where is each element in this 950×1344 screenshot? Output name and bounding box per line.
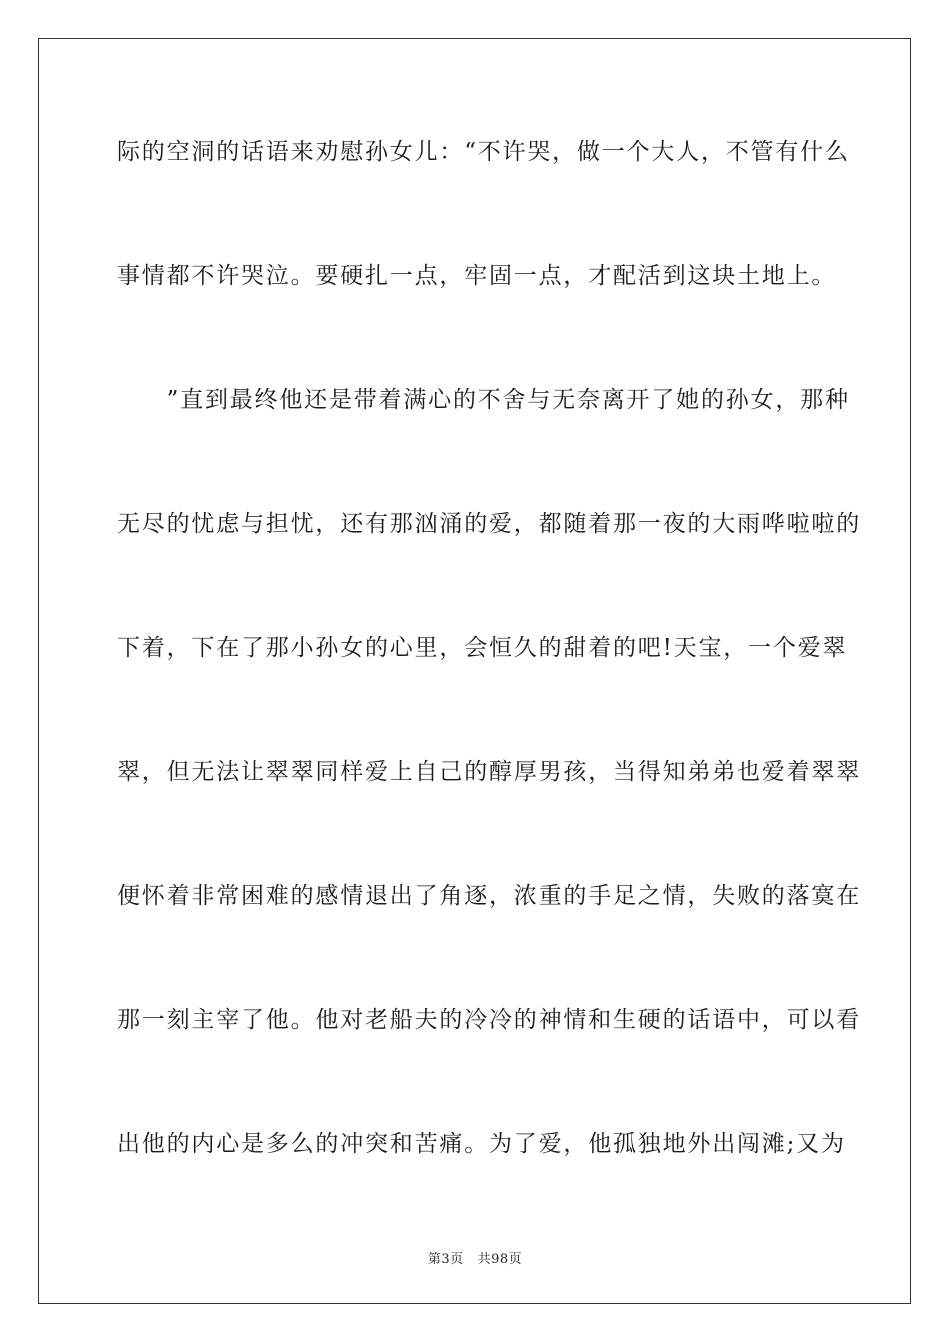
page-border xyxy=(38,38,911,1304)
body-text-line-6: 翠，但无法让翠翠同样爱上自己的醇厚男孩，当得知弟弟也爱着翠翠 xyxy=(117,759,861,785)
body-text-line-4: 无尽的忧虑与担忧，还有那汹涌的爱，都随着那一夜的大雨哗啦啦的 xyxy=(117,511,861,537)
current-page-number: 第3页 xyxy=(427,1252,464,1267)
body-text-line-1: 际的空洞的话语来劝慰孙女儿：“不许哭，做一个大人，不管有什么 xyxy=(117,139,850,165)
body-text-line-5: 下着，下在了那小孙女的心里，会恒久的甜着的吧!天宝，一个爱翠 xyxy=(117,635,848,661)
body-text-line-9: 出他的内心是多么的冲突和苦痛。为了爱，他孤独地外出闯滩;又为 xyxy=(117,1131,846,1157)
body-text-line-2: 事情都不许哭泣。要硬扎一点，牢固一点，才配活到这块土地上。 xyxy=(117,263,837,289)
body-text-line-8: 那一刻主宰了他。他对老船夫的冷冷的神情和生硬的话语中，可以看 xyxy=(117,1007,861,1033)
footer-separator xyxy=(464,1252,478,1267)
page-footer xyxy=(0,1248,950,1267)
body-text-line-7: 便怀着非常困难的感情退出了角逐，浓重的手足之情，失败的落寞在 xyxy=(117,883,861,909)
body-text-line-3: ”直到最终他还是带着满心的不舍与无奈离开了她的孙女，那种 xyxy=(117,387,850,413)
total-page-count: 共98页 xyxy=(477,1252,523,1267)
